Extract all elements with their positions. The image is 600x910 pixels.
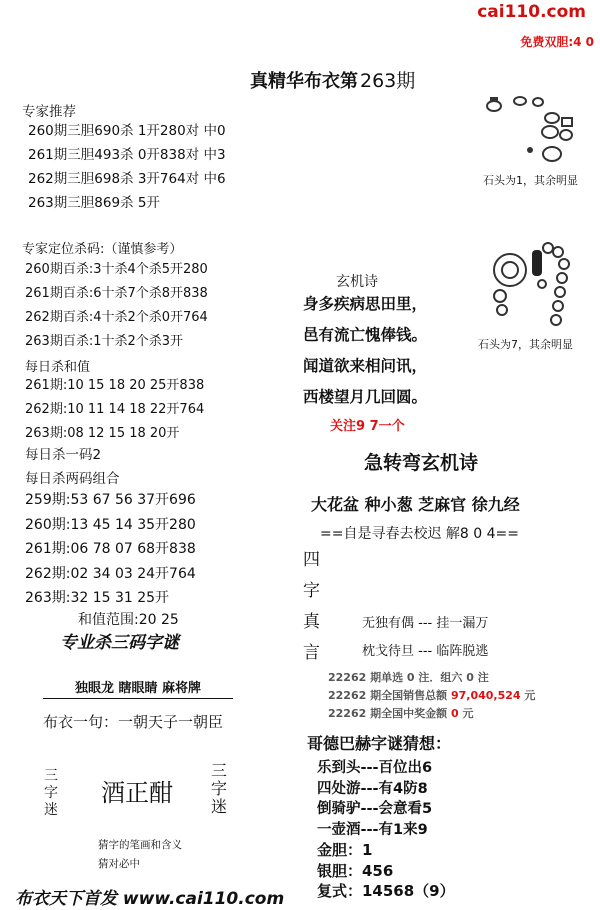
expert-heading: 专家推荐	[22, 104, 76, 120]
riddle-words: 独眼龙 瞎眼睛 麻将牌	[43, 677, 233, 699]
list-item: 乐到头---百位出6	[317, 760, 433, 776]
four-words-label	[303, 545, 320, 669]
list-item: 一壶酒---有1来9	[317, 821, 428, 838]
free-double-code: 免费双胆:4 0	[520, 35, 594, 49]
buyi-line: 布衣一句：一朝天子一朝臣	[43, 713, 224, 731]
stones-caption-2: 石头为7，其余明显	[478, 338, 573, 351]
label-char: 迷	[44, 802, 58, 818]
sum-kill-heading: 每日杀和值	[25, 360, 91, 375]
godel-list	[317, 758, 455, 902]
footer-site-link[interactable]: 布衣天下首发 www.cai110.com	[15, 889, 285, 909]
list-item: 262期:02 34 03 24开764	[25, 565, 196, 582]
lottery-info	[328, 669, 535, 723]
four-words-line-2: 枕戈待旦 --- 临阵脱逃	[362, 644, 489, 659]
position-kill-list	[25, 258, 208, 354]
list-item: 银胆：456	[317, 861, 394, 880]
title-main: 真精华布衣第	[250, 71, 358, 92]
lottery-label: 22262 期全国中奖金额	[328, 707, 448, 720]
position-kill-heading: 专家定位杀码:（谨慎参考）	[22, 242, 183, 257]
three-char-left-label	[44, 768, 58, 819]
stones-picture-1	[480, 92, 580, 164]
list-item: 261期:10 15 18 20 25开838	[25, 378, 205, 393]
kill-one-code: 每日杀一码2	[25, 447, 102, 463]
lottery-line: 22262 期单选 0 注．组六 0 注	[328, 671, 489, 684]
expert-list	[28, 119, 226, 215]
riddle-title: 专业杀三码字谜	[60, 633, 179, 653]
turn-poem-herbs: 大花盆 种小葱 芝麻官 徐九经	[311, 495, 520, 514]
list-item: 260期百杀:3十杀4个杀5开280	[25, 262, 208, 277]
turn-poem-heading: 急转弯玄机诗	[364, 452, 479, 474]
page-title	[250, 66, 415, 93]
list-item: 263期:08 12 15 18 20开	[25, 426, 180, 441]
riddle-hint	[98, 836, 182, 874]
brand-domain[interactable]: cai110.com	[477, 2, 586, 22]
list-item: 复式：14568（9）	[317, 882, 455, 900]
title-issue: 263期	[360, 70, 416, 92]
label-char: 言	[303, 643, 320, 663]
four-words-line-1: 无独有偶 --- 挂一漏万	[362, 616, 489, 631]
poem-heading: 玄机诗	[336, 274, 378, 290]
two-code-list	[25, 488, 196, 611]
label-char: 字	[303, 581, 320, 601]
label-char: 三	[211, 761, 228, 780]
list-item: 261期:06 78 07 68开838	[25, 541, 196, 557]
turn-poem-solution: ==自是寻春去校迟 解8 0 4==	[320, 526, 519, 542]
unit: 元	[524, 689, 536, 702]
poem-lines	[303, 289, 427, 413]
list-item: 倒骑驴---会意看5	[317, 801, 433, 817]
list-item: 260期三胆690杀 1开280对 中0	[28, 123, 226, 139]
stones-caption-1: 石头为1，其余明显	[483, 174, 578, 187]
poem-line: 闻道欲来相问讯，	[303, 357, 428, 375]
poem-line: 西楼望月几回圆。	[303, 388, 428, 406]
label-char: 迷	[211, 797, 228, 816]
list-item: 263期三胆869杀 5开	[28, 195, 160, 211]
poem-line: 身多疾病思田里，	[303, 295, 428, 313]
prize-amount: 0	[450, 707, 459, 720]
label-char: 字	[44, 785, 58, 801]
label-char: 四	[303, 550, 320, 570]
hint-line: 猜字的笔画和含义	[98, 839, 182, 851]
list-item: 261期三胆493杀 0开838对 中3	[28, 147, 226, 163]
sales-amount: 97,040,524	[450, 689, 521, 702]
list-item: 金胆：1	[317, 841, 373, 859]
sum-kill-list	[25, 374, 204, 446]
unit: 元	[462, 707, 474, 720]
three-char-riddle: 酒正酣	[101, 779, 173, 807]
list-item: 261期百杀:6十杀7个杀8开838	[25, 286, 208, 301]
list-item: 263期百杀:1十杀2个杀3开	[25, 334, 184, 349]
follow-note: 关注9 7一个	[330, 419, 405, 434]
list-item: 259期:53 67 56 37开696	[25, 492, 196, 508]
two-code-heading: 每日杀两码组合	[25, 471, 120, 487]
list-item: 263期:32 15 31 25开	[25, 590, 170, 606]
lottery-line	[328, 687, 535, 705]
list-item: 262期三胆698杀 3开764对 中6	[28, 171, 226, 187]
label-char: 三	[44, 768, 58, 784]
label-char: 真	[303, 612, 320, 632]
poem-line: 邑有流亡愧俸钱。	[303, 326, 428, 344]
lottery-line	[328, 705, 535, 723]
hint-line: 猜对必中	[98, 858, 140, 870]
list-item: 262期:10 11 14 18 22开764	[25, 402, 205, 417]
lottery-label: 22262 期全国销售总额	[328, 689, 448, 702]
sum-range: 和值范围:20 25	[78, 612, 179, 628]
stones-picture-2	[488, 238, 588, 330]
list-item: 260期:13 45 14 35开280	[25, 516, 196, 533]
godel-heading: 哥德巴赫字谜猜想：	[307, 734, 452, 753]
list-item: 262期百杀:4十杀2个杀0开764	[25, 310, 208, 325]
list-item: 四处游---有4防8	[317, 780, 428, 797]
label-char: 字	[211, 779, 228, 798]
three-char-right-label	[211, 762, 227, 816]
